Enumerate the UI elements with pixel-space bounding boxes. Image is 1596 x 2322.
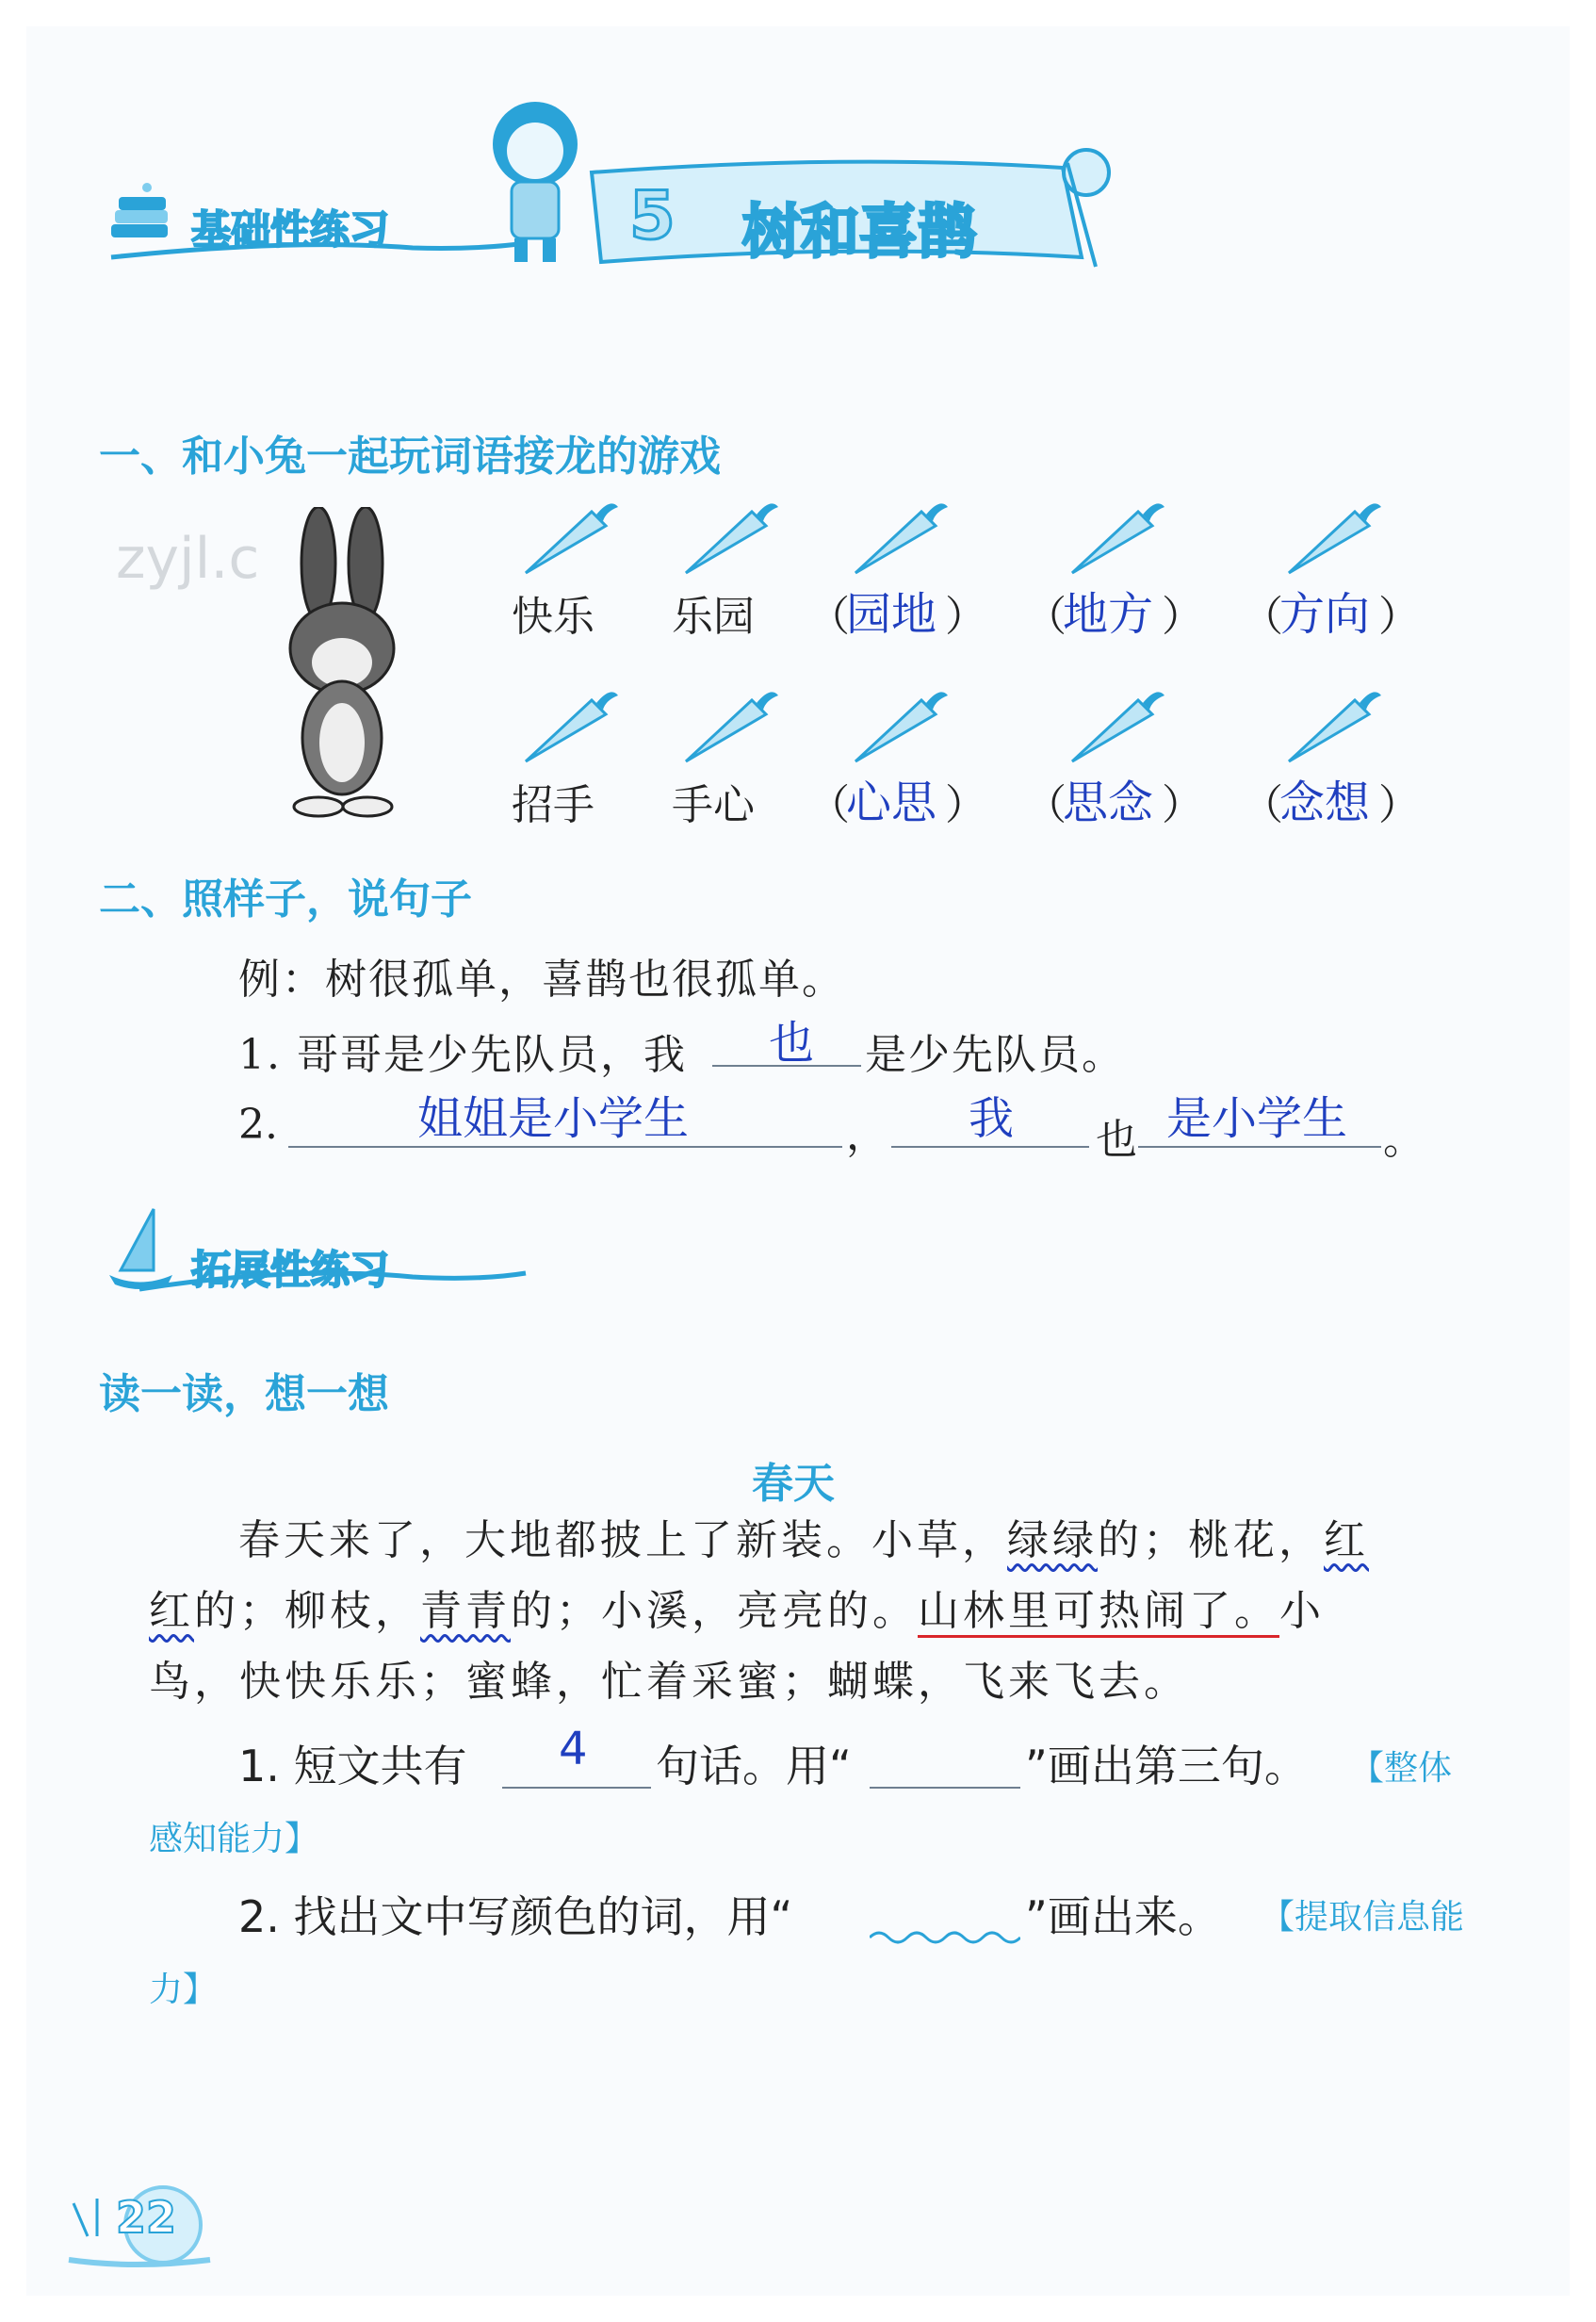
- q2-answer-2: 姐姐是小学生: [417, 1092, 690, 1145]
- q2-answer-3: 我: [969, 1092, 1015, 1145]
- reading-heading: 读一读，想一想: [99, 1370, 389, 1418]
- text-segment: 的；桃花，: [1098, 1516, 1324, 1564]
- carrot-icon: [846, 686, 950, 771]
- chain-answer: 方向: [1279, 588, 1371, 641]
- third-sentence-underline: 山林里可热闹了。: [918, 1587, 1279, 1638]
- color-word: 红: [1324, 1516, 1369, 1564]
- ability-note: 【提取信息能: [1261, 1898, 1465, 1937]
- chain-answer: 思念: [1063, 777, 1154, 829]
- q2-comma: ，: [846, 1111, 888, 1159]
- ability-note: 感知能力】: [149, 1820, 319, 1858]
- text-segment: 春天来了，大地都披上了新装。小草，: [238, 1516, 1007, 1564]
- chain-answer: 念想: [1279, 777, 1371, 829]
- q2-period: 。: [1383, 1116, 1425, 1164]
- q2-sentence-1-prefix: 1. 哥哥是少先队员，我: [238, 1031, 687, 1079]
- text-segment: 小: [1279, 1587, 1325, 1635]
- chain-answer: 心思: [846, 777, 937, 829]
- chain-answer: 园地: [846, 588, 937, 641]
- carrot-icon: [1279, 686, 1383, 771]
- q2-title: 二、照样子，说句子: [99, 875, 472, 924]
- section-ext-title: 拓展性练习: [191, 1247, 390, 1293]
- carrot-icon: [1063, 498, 1166, 582]
- paren-right: ）: [1162, 593, 1203, 641]
- text-segment: 的；小溪，亮亮的。: [511, 1587, 918, 1635]
- paren-left: （: [1025, 593, 1067, 641]
- carrot-icon: [1063, 686, 1166, 771]
- section-basic-title: 基础性练习: [191, 206, 390, 253]
- q2-sentence-2-number: 2.: [238, 1101, 278, 1149]
- reading-q2-prefix: 2. 找出文中写颜色的词，用“: [238, 1891, 793, 1942]
- carrot-icon: [516, 686, 620, 771]
- paren-left: （: [1242, 781, 1283, 829]
- reading-q1-prefix: 1. 短文共有: [238, 1741, 467, 1791]
- section-ext-header: [102, 1200, 545, 1303]
- ability-note: 【整体: [1350, 1749, 1453, 1788]
- paren-left: （: [1242, 593, 1283, 641]
- passage-title: 春天: [752, 1460, 835, 1508]
- chain-word: 快乐: [512, 593, 594, 641]
- ability-note: 力】: [149, 1970, 218, 2009]
- color-word: 绿绿: [1007, 1516, 1098, 1564]
- q2-answer-4: 是小学生: [1166, 1092, 1348, 1145]
- color-word: 红: [149, 1587, 194, 1635]
- paren-left: （: [1025, 781, 1067, 829]
- paren-right: ）: [1378, 593, 1420, 641]
- wavy-line-sample: [870, 1928, 1020, 1947]
- carrot-icon: [676, 498, 780, 582]
- passage-line-2: [149, 1577, 1487, 1646]
- lesson-banner: [582, 158, 1110, 270]
- carrot-icon: [676, 686, 780, 771]
- paren-right: ）: [945, 593, 986, 641]
- section-basic-header: [102, 182, 545, 276]
- paren-right: ）: [945, 781, 986, 829]
- carrot-icon: [846, 498, 950, 582]
- page-number: 22: [116, 2192, 177, 2243]
- q2-answer-1: 也: [769, 1017, 815, 1070]
- reading-q1-suffix: ”画出第三句。: [1025, 1741, 1308, 1791]
- lesson-number: 5: [629, 177, 676, 254]
- color-word: 青青: [420, 1587, 511, 1635]
- q2-also: 也: [1096, 1116, 1137, 1164]
- chain-answer: 地方: [1063, 588, 1154, 641]
- rabbit-illustration-icon: [252, 507, 432, 827]
- text-segment: 的；柳枝，: [194, 1587, 420, 1635]
- q2-sentence-1-suffix: 是少先队员。: [865, 1031, 1125, 1079]
- reading-q1-mid: 句话。用“: [656, 1741, 852, 1791]
- chain-word: 招手: [512, 781, 594, 829]
- watermark: zyjl.c: [116, 526, 260, 592]
- reading-q1-answer: 4: [559, 1723, 588, 1775]
- straight-line-sample: [870, 1787, 1020, 1789]
- q2-example: 例：树很孤单，喜鹊也很孤单。: [238, 956, 845, 1004]
- reading-q2-suffix: ”画出来。: [1025, 1891, 1221, 1942]
- page: [26, 26, 1570, 2296]
- paren-left: （: [808, 593, 850, 641]
- paren-left: （: [808, 781, 850, 829]
- passage-line-1: [238, 1506, 1482, 1576]
- chain-word: 乐园: [672, 593, 755, 641]
- answer-line: [502, 1787, 651, 1789]
- q1-title: 一、和小兔一起玩词语接龙的游戏: [99, 433, 721, 481]
- carrot-icon: [1279, 498, 1383, 582]
- carrot-icon: [516, 498, 620, 582]
- lesson-title: 树和喜鹊: [742, 197, 977, 266]
- paren-right: ）: [1378, 781, 1420, 829]
- chain-word: 手心: [672, 781, 755, 829]
- paren-right: ）: [1162, 781, 1203, 829]
- passage-line-3: 鸟，快快乐乐；蜜蜂，忙着采蜜；蝴蝶，飞来飞去。: [149, 1658, 1189, 1706]
